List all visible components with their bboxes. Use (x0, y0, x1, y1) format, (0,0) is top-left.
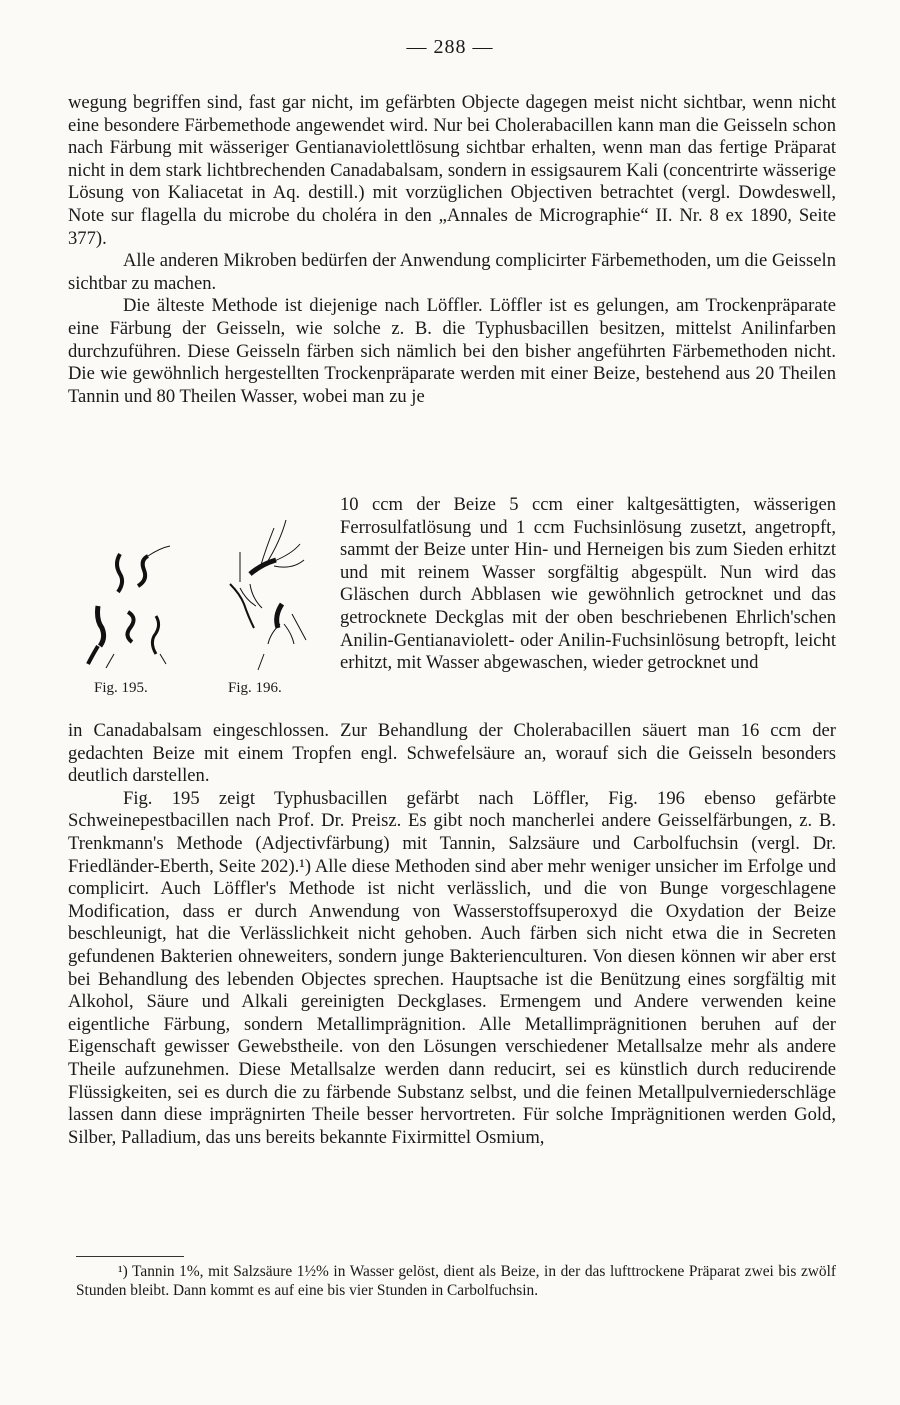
paragraph: Alle anderen Mikroben bedürfen der Anwendung complicirter Färbemethoden, um die Geisseln sichtbar zu machen. (68, 250, 836, 294)
footnote-text: ¹) Tannin 1%, mit Salzsäure 1½% in Wasser gelöst, dient als Beize, in der das lufttrockene Präparat zwei bis zwölf Stunden bleibt. Dann kommt es auf eine bis vier Stunden in Carbolfuchsin. (76, 1263, 836, 1299)
main-text-top (68, 92, 836, 408)
footnote-rule (76, 1256, 184, 1257)
main-text-wrap (340, 494, 836, 675)
page-number: — 288 — (406, 36, 494, 58)
figure-195-caption: Fig. 195. (94, 680, 148, 696)
main-text-bottom (68, 720, 836, 1149)
paragraph: wegung begriffen sind, fast gar nicht, im gefärbten Objecte dagegen meist nicht sichtbar, wenn nicht eine besondere Färbemethode angewendet wird. Nur bei Cholerabacillen kann man die Geisseln schon nach Färbung mit wässeriger Gentianaviolettlösung sichtbar erhalten, wenn man das fertige Präparat nicht in dem stark lichtbrechenden Canadabalsam, sondern in essigsaurem Kali (concentrirte wässerige Lösung von Kaliacetat in Aq. destill.) mit vorzüglichen Objectiven betrachtet (vergl. Dowdeswell, Note sur flagella du microbe du choléra in den „Annales de Micrographie“ II. Nr. 8 ex 1890, Seite 377). (68, 92, 836, 249)
swine-fever-bacilli-illustration (230, 520, 306, 670)
paragraph: Fig. 195 zeigt Typhusbacillen gefärbt nach Löffler, Fig. 196 ebenso gefärbte Schweinepestbacillen nach Prof. Dr. Preisz. Es gibt noch mancherlei andere Geisselfärbungen, z. B. Trenkmann's Methode (Adjectivfärbung) mit Tannin, Salzsäure und Carbolfuchsin (vergl. Dr. Friedländer-Eberth, Seite 202).¹) Alle diese Methoden sind aber mehr weniger unsicher im Erfolge und complicirt. Auch Löffler's Methode ist nicht verlässlich, und die von Bunge vorgeschlagene Modification, dass er durch Anwendung von Wasserstoffsuperoxyd die Oxydation der Beize beschleunigt, hat die Verlässlichkeit nicht gehoben. Auch färben sich nicht etwa die in Secreten gefundenen Bakterien ohneweiters, sondern junge Bakterienculturen. Von diesen können wir aber erst bei Behandlung des lebenden Objectes sprechen. Hauptsache ist die Benützung eines sorgfältig mit Alkohol, Säure und Alkali gereinigten Deckglases. Ermengem und Andere verwenden keine eigentliche Färbung, sondern Metallimprägnition. Alle Metallimprägnitionen beruhen auf der Eigenschaft gewisser Gewebstheile. von den Lösungen verschiedener Metallsalze mehr als andere Theile aufzunehmen. Diese Metallsalze werden dann reducirt, sei es künstlich durch reducirende Flüssigkeiten, sei es durch die zu färbende Substanz selbst, und die feinen Metallpulverniederschläge lassen dann diese imprägnirten Theile besser hervortreten. Für solche Imprägnitionen werden Gold, Silber, Palladium, das uns bereits bekannte Fixirmittel Osmium, (68, 787, 836, 1148)
figure-area (68, 494, 330, 720)
figure-196-caption: Fig. 196. (228, 680, 282, 696)
typhus-bacilli-illustration (88, 546, 170, 668)
footnote (76, 1262, 836, 1300)
paragraph-continued: 10 ccm der Beize 5 ccm einer kaltgesättigten, wässerigen Ferrosulfatlösung und 1 ccm Fuchsinlösung zusetzt, angetropft, sammt der Beize unter Hin- und Herneigen bis zum Sieden erhitzt und mit reinem Wasser sorgfältig abgespült. Nun wird das Gläschen durch Abblasen wie gewöhnlich getrocknet und das getrocknete Deckglas mit der oben beschriebenen Ehrlich'schen Anilin-Gentianaviolett- oder Anilin-Fuchsinlösung betropft, leicht erhitzt, mit Wasser abgewaschen, wieder getrocknet und (340, 494, 836, 674)
paragraph: Die älteste Methode ist diejenige nach Löffler. Löffler ist es gelungen, am Trockenpräparate eine Färbung der Geisseln, wie solche z. B. die Typhusbacillen besitzen, mittelst Anilinfarben durchzuführen. Diese Geisseln färben sich nämlich bei den bisher angeführten Färbemethoden nicht. Die wie gewöhnlich hergestellten Trockenpräparate werden mit einer Beize, bestehend aus 20 Theilen Tannin und 80 Theilen Wasser, wobei man zu je (68, 295, 836, 407)
paragraph: in Canadabalsam eingeschlossen. Zur Behandlung der Cholerabacillen säuert man 16 ccm der gedachten Beize mit einem Tropfen engl. Schwefelsäure an, worauf sich die Geisseln besonders deutlich darstellen. (68, 720, 836, 787)
